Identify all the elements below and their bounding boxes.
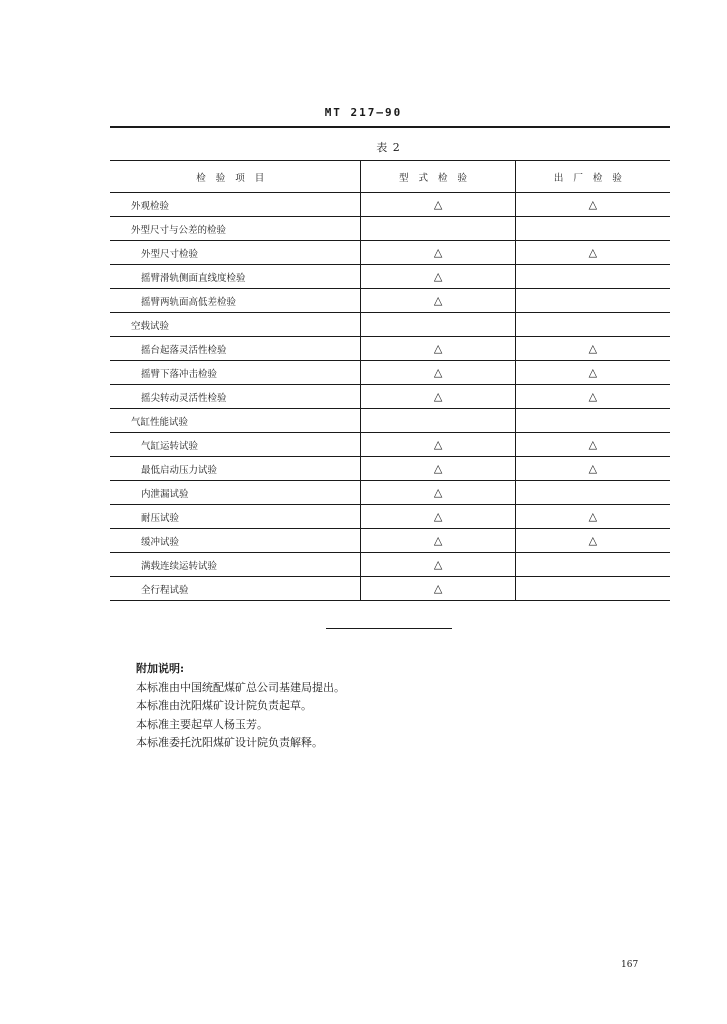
table-row [110, 361, 670, 385]
table-row [110, 577, 670, 601]
item-cell: 耐压试验 [110, 505, 361, 529]
type-test-cell: △ [361, 265, 515, 289]
factory-test-cell [515, 553, 670, 577]
table-row [110, 457, 670, 481]
item-cell: 外观检验 [110, 193, 361, 217]
type-test-cell [361, 313, 515, 337]
item-cell: 空载试验 [110, 313, 361, 337]
type-test-cell: △ [361, 529, 515, 553]
factory-test-cell [515, 265, 670, 289]
header-rule [110, 126, 670, 128]
table-row [110, 193, 670, 217]
item-cell: 摇臂滑轨侧面直线度检验 [110, 265, 361, 289]
factory-test-cell: △ [515, 505, 670, 529]
type-test-cell: △ [361, 241, 515, 265]
factory-test-cell: △ [515, 241, 670, 265]
factory-test-cell [515, 289, 670, 313]
type-test-cell: △ [361, 577, 515, 601]
item-cell: 摇台起落灵活性检验 [110, 337, 361, 361]
type-test-cell: △ [361, 385, 515, 409]
table-caption: 表 2 [376, 141, 401, 154]
factory-test-cell [515, 577, 670, 601]
end-of-table-rule [326, 628, 452, 629]
factory-test-cell: △ [515, 457, 670, 481]
item-cell: 摇臂下落冲击检验 [110, 361, 361, 385]
notes-line: 本标准由沈阳煤矿设计院负责起草。 [136, 699, 312, 712]
item-cell: 最低启动压力试验 [110, 457, 361, 481]
table-row [110, 217, 670, 241]
item-cell: 气缸性能试验 [110, 409, 361, 433]
notes-line: 本标准由中国统配煤矿总公司基建局提出。 [136, 680, 345, 694]
item-cell: 内泄漏试验 [110, 481, 361, 505]
table-row [110, 433, 670, 457]
table-header-row [110, 161, 670, 193]
type-test-cell: △ [361, 433, 515, 457]
column-header-item: 检验项目 [110, 161, 361, 193]
item-cell: 缓冲试验 [110, 529, 361, 553]
table-row [110, 265, 670, 289]
table-row [110, 385, 670, 409]
item-cell: 摇尖转动灵活性检验 [110, 385, 361, 409]
table-row [110, 241, 670, 265]
table-row [110, 505, 670, 529]
factory-test-cell [515, 409, 670, 433]
table-row [110, 313, 670, 337]
type-test-cell [361, 217, 515, 241]
item-cell: 气缸运转试验 [110, 433, 361, 457]
factory-test-cell: △ [515, 193, 670, 217]
item-cell: 摇臂两轨面高低差检验 [110, 289, 361, 313]
factory-test-cell [515, 481, 670, 505]
document-header: MT 217—90 [324, 106, 403, 119]
notes-line: 本标准委托沈阳煤矿设计院负责解释。 [136, 736, 323, 749]
type-test-cell [361, 409, 515, 433]
table-row [110, 337, 670, 361]
type-test-cell: △ [361, 193, 515, 217]
factory-test-cell [515, 313, 670, 337]
type-test-cell: △ [361, 289, 515, 313]
type-test-cell: △ [361, 553, 515, 577]
type-test-cell: △ [361, 457, 515, 481]
item-cell: 满载连续运转试验 [110, 553, 361, 577]
table-row [110, 529, 670, 553]
item-cell: 全行程试验 [110, 577, 361, 601]
type-test-cell: △ [361, 505, 515, 529]
column-header-type-test: 型式检验 [361, 161, 515, 193]
table-row [110, 409, 670, 433]
factory-test-cell: △ [515, 361, 670, 385]
column-header-factory-test: 出厂检验 [515, 161, 670, 193]
table-row [110, 481, 670, 505]
factory-test-cell: △ [515, 433, 670, 457]
item-cell: 外型尺寸检验 [110, 241, 361, 265]
item-cell: 外型尺寸与公差的检验 [110, 217, 361, 241]
table-body [110, 193, 670, 601]
type-test-cell: △ [361, 361, 515, 385]
page-number: 167 [621, 960, 639, 970]
factory-test-cell [515, 217, 670, 241]
table-row [110, 289, 670, 313]
factory-test-cell: △ [515, 529, 670, 553]
factory-test-cell: △ [515, 385, 670, 409]
notes-line: 本标准主要起草人杨玉芳。 [136, 717, 268, 731]
table-row [110, 553, 670, 577]
type-test-cell: △ [361, 481, 515, 505]
notes-title: 附加说明: [136, 662, 185, 675]
inspection-table [110, 160, 670, 601]
additional-notes [136, 660, 345, 753]
factory-test-cell: △ [515, 337, 670, 361]
type-test-cell: △ [361, 337, 515, 361]
